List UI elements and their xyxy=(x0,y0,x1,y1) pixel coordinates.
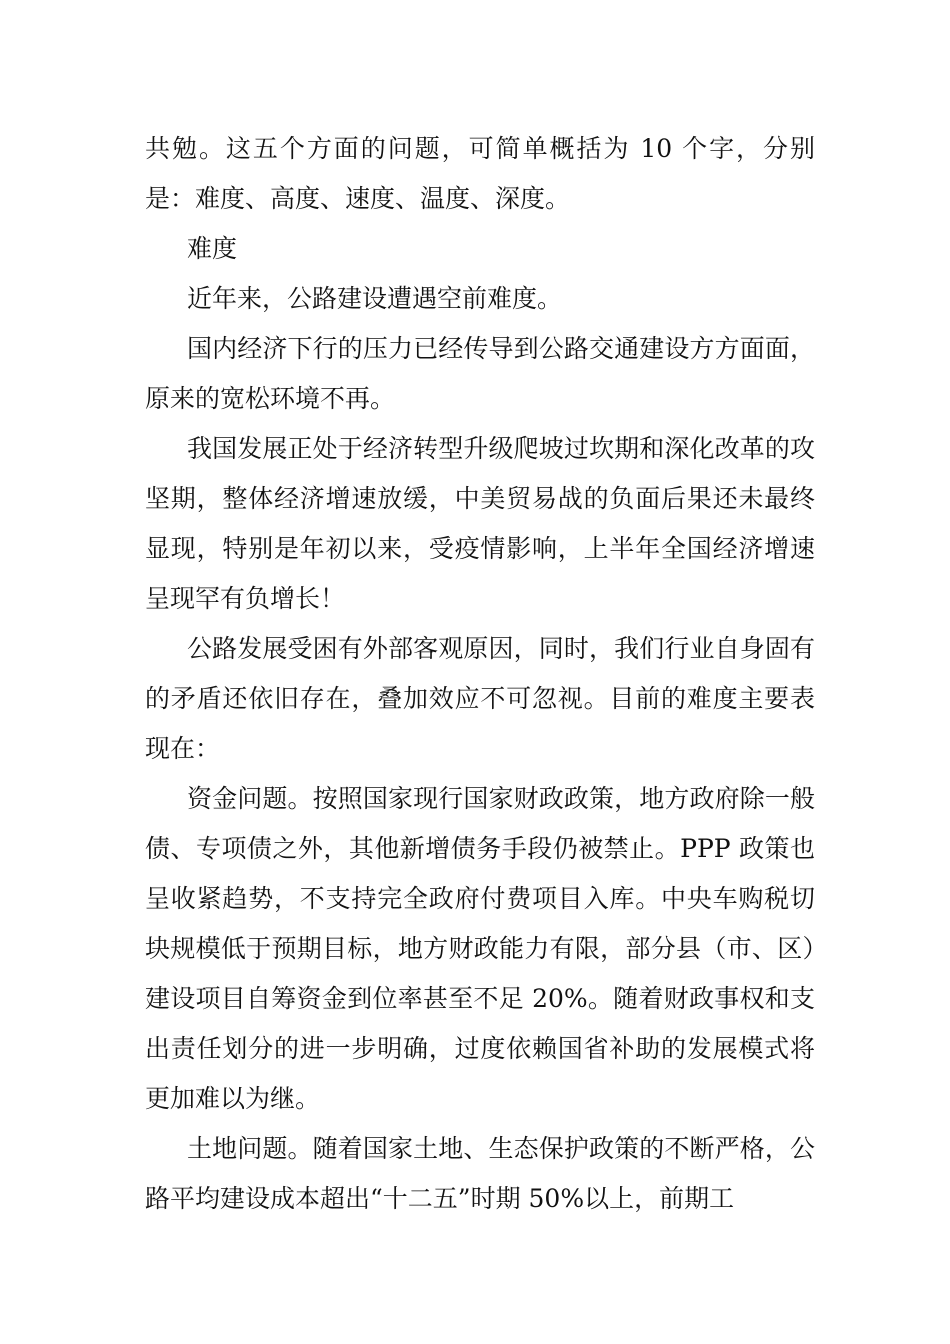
document-body xyxy=(145,124,815,1224)
paragraph-land-issue: 土地问题。随着国家土地、生态保护政策的不断严格，公路平均建设成本超出“十二五”时期 50%以上，前期工 xyxy=(145,1134,815,1213)
section-heading-difficulty: 难度 xyxy=(187,234,238,263)
paragraph-economic-transition: 我国发展正处于经济转型升级爬坡过坎期和深化改革的攻坚期，整体经济增速放缓，中美贸易战的负面后果还未最终显现，特别是年初以来，受疫情影响，上半年全国经济增速呈现罕有负增长！ xyxy=(145,434,815,613)
paragraph-economy-pressure: 国内经济下行的压力已经传导到公路交通建设方方面面，原来的宽松环境不再。 xyxy=(145,334,815,413)
paragraph-industry-contradictions: 公路发展受困有外部客观原因，同时，我们行业自身固有的矛盾还依旧存在，叠加效应不可忽视。目前的难度主要表现在： xyxy=(145,634,815,763)
paragraph-funding-issue: 资金问题。按照国家现行国家财政政策，地方政府除一般债、专项债之外，其他新增债务手段仍被禁止。PPP 政策也呈收紧趋势，不支持完全政府付费项目入库。中央车购税切块规模低于预期目标，地方财政能力有限，部分县（市、区）建设项目自筹资金到位率甚至不足 20%。随着财政事权和支出责任划分的进一步明确，过度依赖国省补助的发展模式将更加难以为继。 xyxy=(145,784,815,1113)
paragraph-intro: 近年来，公路建设遭遇空前难度。 xyxy=(187,284,563,313)
paragraph-continuation: 共勉。这五个方面的问题，可简单概括为 10 个字，分别是：难度、高度、速度、温度、深度。 xyxy=(145,134,815,213)
